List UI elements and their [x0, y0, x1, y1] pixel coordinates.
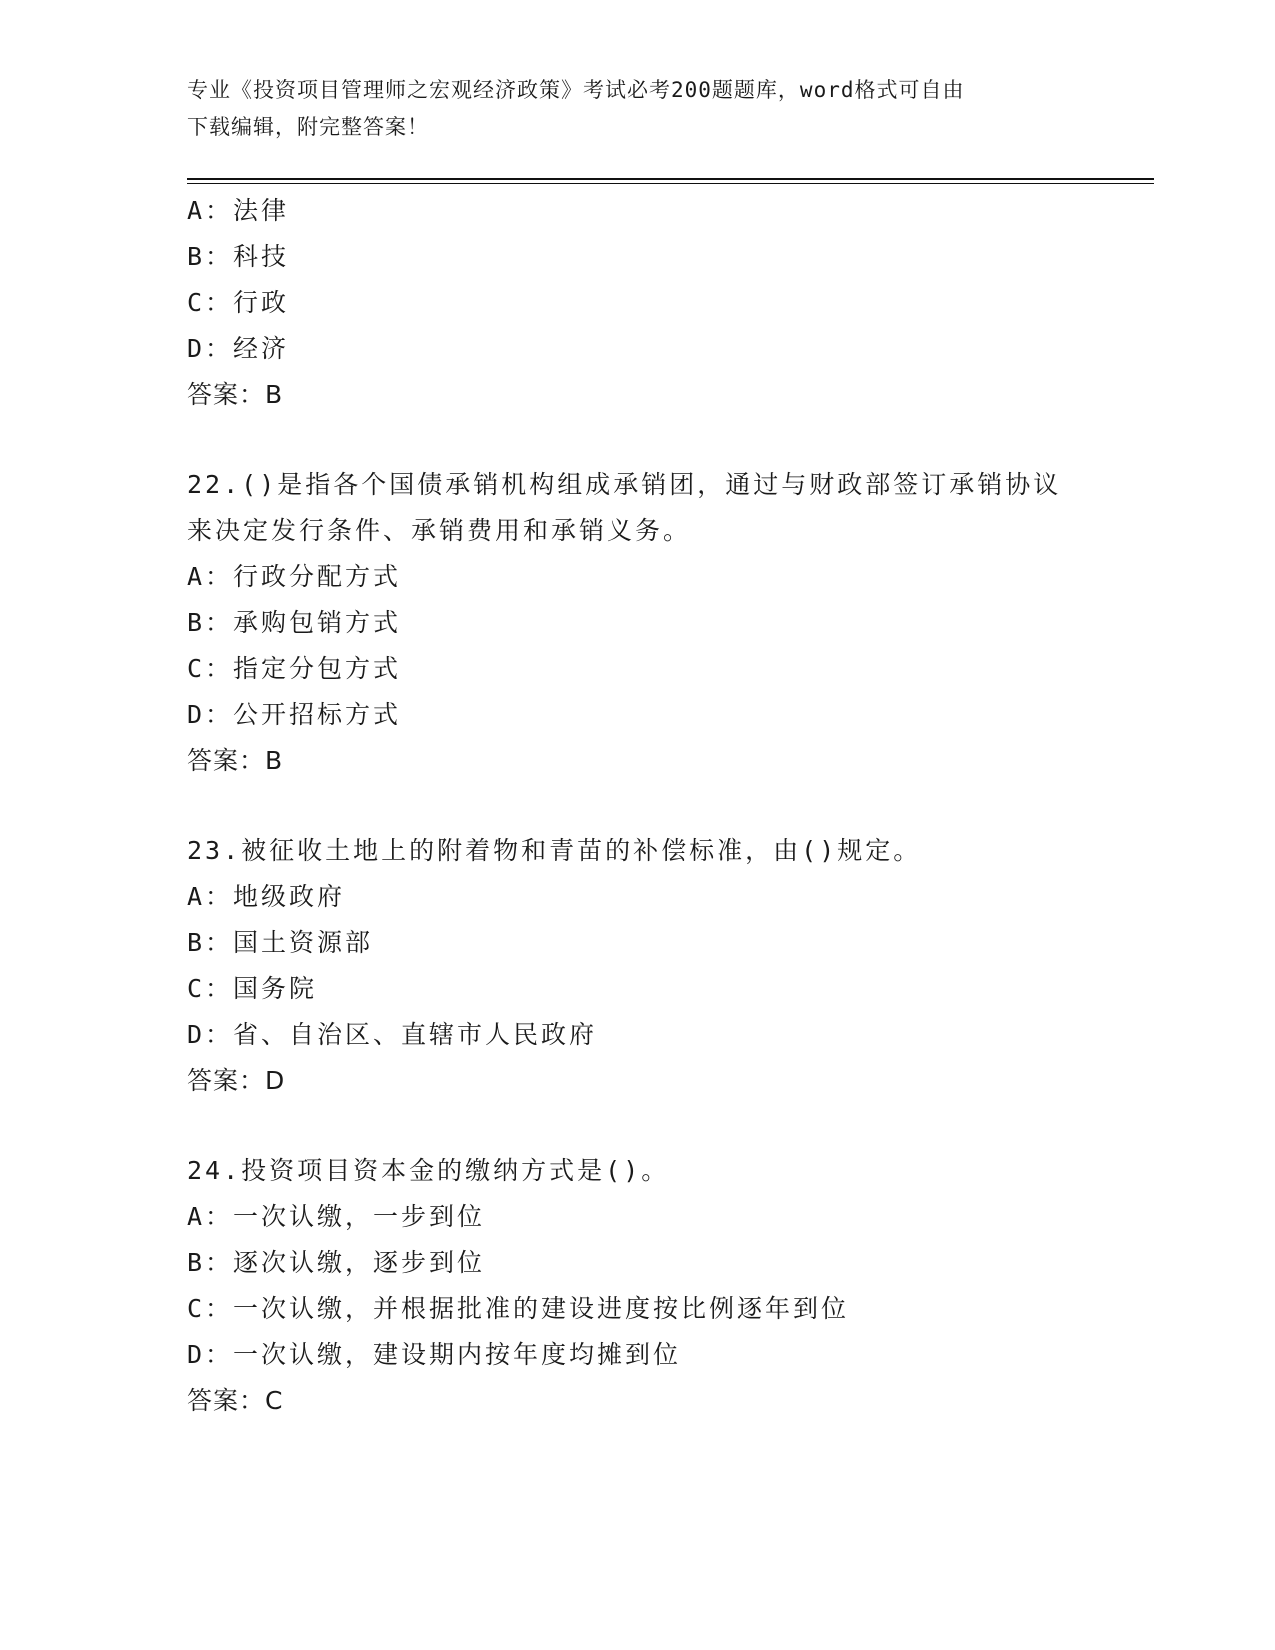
option-text: 国土资源部: [233, 928, 374, 957]
answer-line: 答案：D: [187, 1066, 286, 1095]
option-label: D：: [187, 700, 234, 729]
question-text: 24.投资项目资本金的缴纳方式是()。: [187, 1156, 670, 1185]
option-a: [187, 1194, 1154, 1240]
option-label: B：: [187, 1248, 234, 1277]
option-d: [187, 1012, 1154, 1058]
question-23: [187, 828, 1154, 1104]
option-text: 法律: [233, 196, 290, 225]
option-label: A：: [187, 882, 234, 911]
question-list: [187, 188, 1154, 1424]
header-divider: [187, 178, 1154, 184]
question-22: [187, 462, 1154, 784]
option-b: [187, 600, 1154, 646]
option-label: B：: [187, 928, 234, 957]
option-text: 指定分包方式: [233, 654, 402, 683]
option-text: 省、自治区、直辖市人民政府: [233, 1020, 598, 1049]
option-c: [187, 1286, 1154, 1332]
option-label: A：: [187, 196, 234, 225]
option-label: C：: [187, 654, 234, 683]
option-b: [187, 920, 1154, 966]
option-text: 地级政府: [233, 882, 346, 911]
page-header: [187, 72, 1087, 146]
option-text: 承购包销方式: [233, 608, 402, 637]
option-label: D：: [187, 1020, 234, 1049]
option-text: 逐次认缴，逐步到位: [233, 1248, 486, 1277]
option-text: 一次认缴，一步到位: [233, 1202, 486, 1231]
option-a: [187, 188, 1154, 234]
answer-line: 答案：B: [187, 746, 284, 775]
option-d: [187, 692, 1154, 738]
option-c: [187, 646, 1154, 692]
option-label: C：: [187, 1294, 234, 1323]
answer-line: 答案：C: [187, 1386, 284, 1415]
option-text: 经济: [233, 334, 290, 363]
option-label: D：: [187, 1340, 234, 1369]
option-label: C：: [187, 288, 234, 317]
option-text: 公开招标方式: [233, 700, 402, 729]
option-d: [187, 1332, 1154, 1378]
option-b: [187, 1240, 1154, 1286]
question-21-options: [187, 188, 1154, 418]
header-line-2: 下载编辑，附完整答案！: [187, 115, 429, 139]
option-label: A：: [187, 1202, 234, 1231]
option-text: 一次认缴，建设期内按年度均摊到位: [233, 1340, 682, 1369]
option-label: B：: [187, 242, 234, 271]
option-c: [187, 966, 1154, 1012]
question-text: 23.被征收土地上的附着物和青苗的补偿标准，由()规定。: [187, 836, 922, 865]
question-24: [187, 1148, 1154, 1424]
option-b: [187, 234, 1154, 280]
option-a: [187, 554, 1154, 600]
question-text: [187, 462, 1154, 554]
header-line-1: 专业《投资项目管理师之宏观经济政策》考试必考200题题库，word格式可自由: [187, 78, 965, 102]
option-text: 国务院: [233, 974, 318, 1003]
question-text-line-2: 来决定发行条件、承销费用和承销义务。: [187, 516, 692, 545]
option-label: C：: [187, 974, 234, 1003]
option-text: 一次认缴，并根据批准的建设进度按比例逐年到位: [233, 1294, 850, 1323]
option-label: B：: [187, 608, 234, 637]
question-text-line-1: 22.()是指各个国债承销机构组成承销团，通过与财政部签订承销协议: [187, 470, 1062, 499]
option-label: D：: [187, 334, 234, 363]
option-d: [187, 326, 1154, 372]
option-text: 行政分配方式: [233, 562, 402, 591]
option-a: [187, 874, 1154, 920]
option-text: 科技: [233, 242, 290, 271]
answer-line: 答案：B: [187, 380, 284, 409]
option-c: [187, 280, 1154, 326]
option-text: 行政: [233, 288, 290, 317]
option-label: A：: [187, 562, 234, 591]
